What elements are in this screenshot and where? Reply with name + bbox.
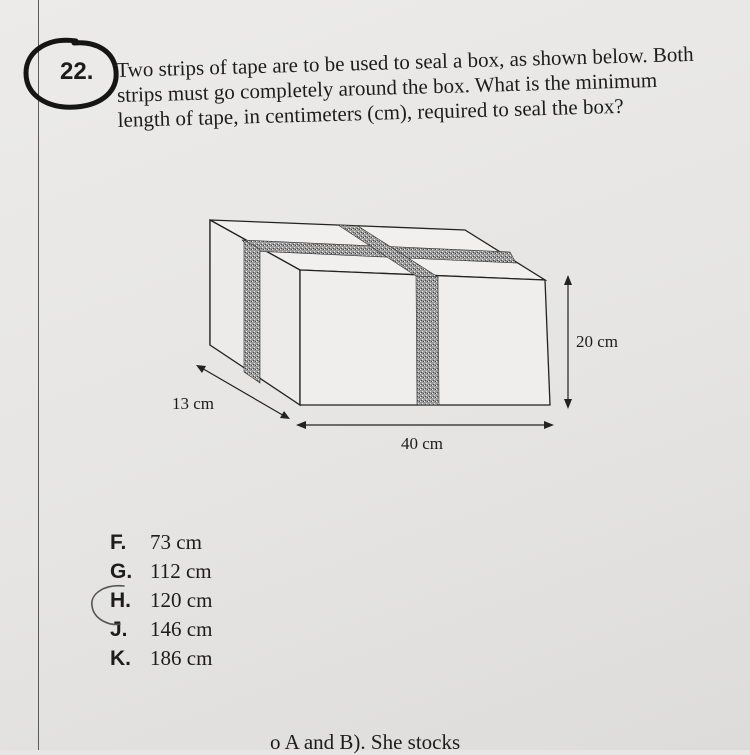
choice-text: 186 cm <box>150 646 213 670</box>
question-text: Two strips of tape are to be used to seal a box, as shown below. Both strips must go completely around the box. What is the minimum length of tape, in centimeters (cm), required to seal the box? <box>116 41 694 132</box>
choice-letter: F. <box>110 531 127 554</box>
choice-letter: K. <box>110 647 131 670</box>
choice-letter: J. <box>110 618 128 641</box>
answer-choices <box>110 528 212 673</box>
choice-text: 120 cm <box>150 588 213 612</box>
margin-rule <box>38 0 39 750</box>
next-question-fragment: o A and B). She stocks <box>270 730 461 754</box>
height-label: 20 cm <box>576 332 619 351</box>
choice-j[interactable] <box>110 615 212 644</box>
choice-letter: H. <box>110 589 131 612</box>
question-number: 22. <box>60 58 94 85</box>
choice-k[interactable] <box>110 644 212 673</box>
choice-text: 73 cm <box>150 530 202 554</box>
width-label: 40 cm <box>401 434 444 453</box>
choice-h[interactable] <box>110 586 212 615</box>
choice-text: 112 cm <box>150 559 212 583</box>
choice-letter: G. <box>110 560 133 583</box>
choice-text: 146 cm <box>150 617 213 641</box>
depth-label: 13 cm <box>172 394 215 413</box>
box-figure <box>160 205 640 465</box>
choice-g[interactable] <box>110 557 212 586</box>
choice-f[interactable] <box>110 528 212 557</box>
